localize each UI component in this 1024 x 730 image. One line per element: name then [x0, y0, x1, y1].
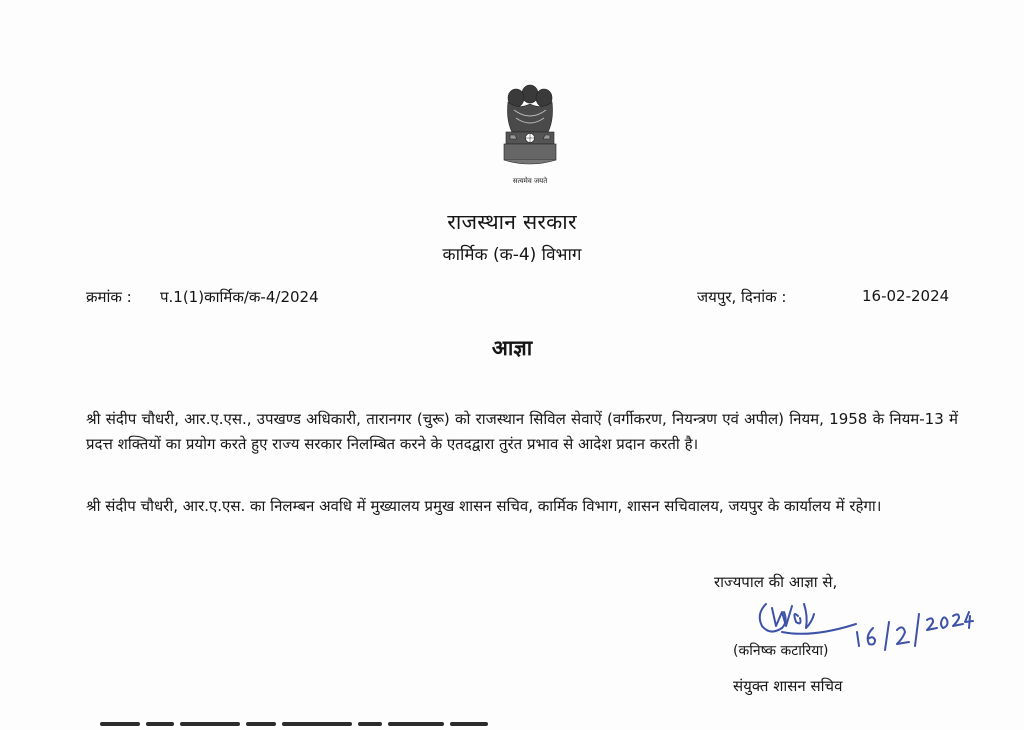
government-title: राजस्थान सरकार — [447, 210, 577, 234]
signatory-designation: संयुक्त शासन सचिव — [733, 677, 843, 695]
handwritten-date — [845, 602, 975, 652]
national-emblem-icon — [490, 80, 570, 190]
order-paragraph-2: श्री संदीप चौधरी, आर.ए.एस. का निलम्बन अवधि में मुख्यालय प्रमुख शासन सचिव, कार्मिक विभाग, शासन सचिवालय, जयपुर के कार्यालय में रहेगा। — [86, 497, 882, 515]
order-paragraph-1: श्री संदीप चौधरी, आर.ए.एस., उपखण्ड अधिकारी, तारानगर (चुरू) को राजस्थान सिविल सेवाऐं (वर्गीकरण, नियन्त्रण एवं अपील) नियम, 1958 के नियम-13 में प्रदत्त शक्तियों का प्रयोग करते हुए राज्य सरकार निलम्बित करने के एतदद्वारा तुरंत प्रभाव से आदेश प्रदान करती है। — [86, 410, 958, 453]
date-value: 16-02-2024 — [862, 287, 950, 305]
by-order-line: राज्यपाल की आज्ञा से, — [714, 573, 838, 591]
department-title: कार्मिक (क-4) विभाग — [442, 245, 582, 265]
order-title: आज्ञा — [491, 336, 533, 360]
cut-off-text-line — [100, 722, 560, 730]
date-label: जयपुर, दिनांक : — [697, 288, 787, 306]
emblem-motto: सत्यमेव जयते — [512, 177, 548, 185]
signatory-name: (कनिष्क कटारिया) — [733, 643, 829, 659]
reference-number-value: प.1(1)कार्मिक/क-4/2024 — [160, 288, 319, 306]
reference-number-label: क्रमांक : — [86, 288, 132, 306]
